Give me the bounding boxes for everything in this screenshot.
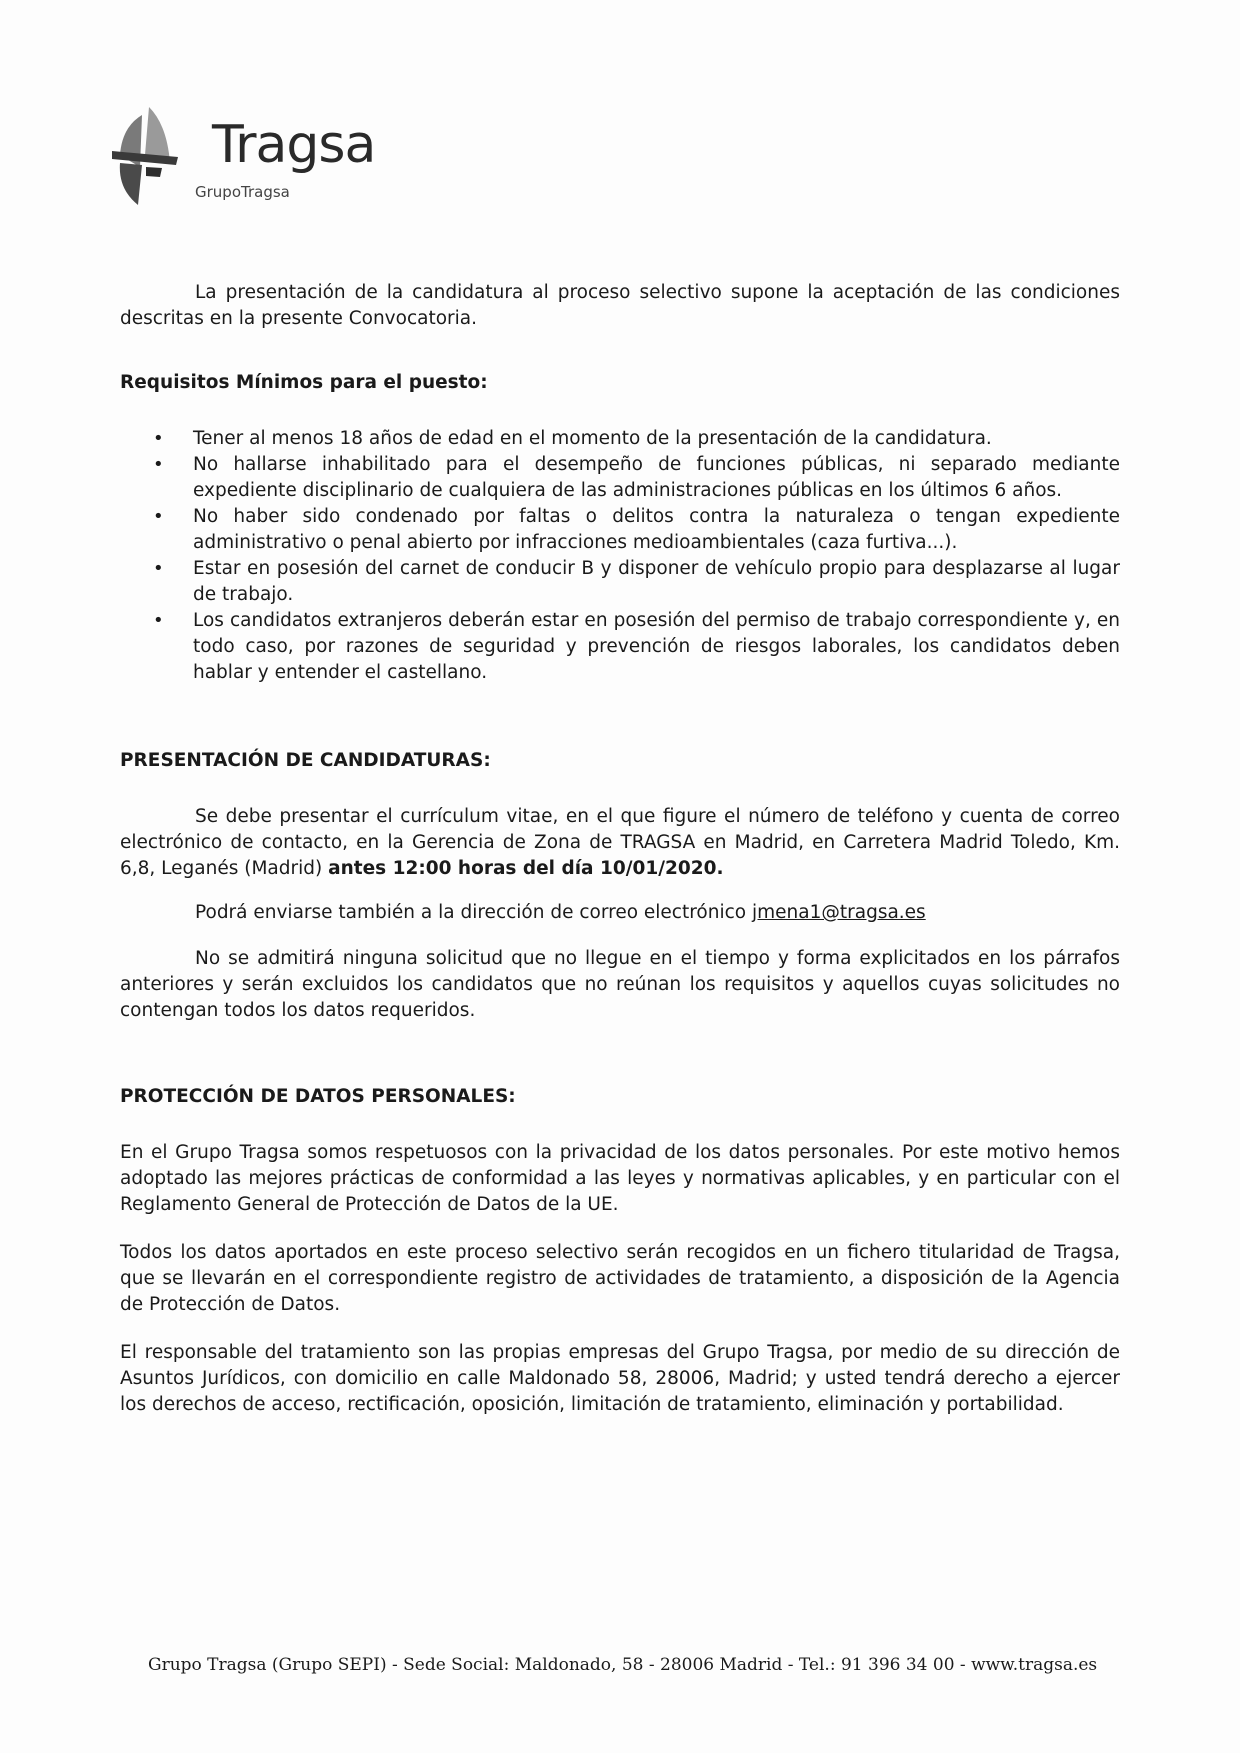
bullet-icon: • — [153, 558, 164, 579]
requirement-item: • Estar en posesión del carnet de conducir B y disponer de vehículo propio para desplazarse al lugar de trabajo. — [153, 558, 1120, 605]
exclusion-paragraph: No se admitirá ninguna solicitud que no llegue en el tiempo y forma explicitados en los párrafos anteriores y serán excluidos los candidatos que no reúnan los requisitos y aquellos cuyas solicitudes no contengan todos los datos requeridos. — [120, 948, 1120, 1021]
requirement-item: • No haber sido condenado por faltas o delitos contra la naturaleza o tengan expediente administrativo o penal abierto por infracciones medioambientales (caza furtiva...). — [153, 506, 1120, 553]
logo-wordmark: Tragsa — [212, 115, 376, 175]
requirements-list — [120, 426, 1120, 686]
logo-subtitle: GrupoTragsa — [195, 183, 290, 201]
email-paragraph: Podrá enviarse también a la dirección de correo electrónico jmena1@tragsa.es — [195, 902, 926, 923]
document-body — [120, 280, 1120, 1418]
privacy-paragraph-1: En el Grupo Tragsa somos respetuosos con la privacidad de los datos personales. Por este motivo hemos adoptado las mejores prácticas de conformidad a las leyes y normativas aplicables, y en particular con el Reglamento General de Protección de Datos de la UE. — [120, 1142, 1120, 1215]
privacy-heading: PROTECCIÓN DE DATOS PERSONALES: — [120, 1086, 516, 1107]
tragsa-logo — [112, 105, 376, 205]
bullet-icon: • — [153, 454, 164, 475]
website-link[interactable]: www.tragsa.es — [971, 1655, 1098, 1675]
requirement-item: • Tener al menos 18 años de edad en el momento de la presentación de la candidatura. — [120, 426, 1120, 452]
requirements-heading: Requisitos Mínimos para el puesto: — [120, 372, 488, 393]
bullet-icon: • — [153, 428, 164, 449]
bullet-icon: • — [153, 610, 164, 631]
requirement-item: • No hallarse inhabilitado para el desempeño de funciones públicas, ni separado mediante expediente disciplinario de cualquiera de las administraciones públicas en los últimos 6 años. — [153, 454, 1120, 501]
deadline-text: antes 12:00 horas del día 10/01/2020. — [328, 858, 724, 879]
footer-text: Grupo Tragsa (Grupo SEPI) - Sede Social: Maldonado, 58 - 28006 Madrid - Tel.: 91 396 34 00 - — [148, 1655, 972, 1675]
applications-heading: PRESENTACIÓN DE CANDIDATURAS: — [120, 750, 491, 771]
applications-paragraph: Se debe presentar el currículum vitae, en el que figure el número de teléfono y cuenta de correo electrónico de contacto, en la Gerencia de Zona de TRAGSA en Madrid, en Carretera Madrid Toledo, Km. 6,8, Leganés (Madrid) antes 12:00 horas del día 10/01/2020. — [120, 806, 1120, 879]
page-footer — [148, 1655, 1108, 1675]
bullet-icon: • — [153, 506, 164, 527]
tragsa-logo-icon — [112, 105, 192, 205]
requirement-item: • Los candidatos extranjeros deberán estar en posesión del permiso de trabajo correspondiente y, en todo caso, por razones de seguridad y prevención de riesgos laborales, los candidatos deben hablar y entender el castellano. — [153, 610, 1120, 683]
email-link[interactable]: jmena1@tragsa.es — [752, 902, 926, 923]
privacy-paragraph-2: Todos los datos aportados en este proceso selectivo serán recogidos en un fichero titularidad de Tragsa, que se llevarán en el correspondiente registro de actividades de tratamiento, a disposición de la Agencia de Protección de Datos. — [120, 1242, 1120, 1315]
privacy-paragraph-3: El responsable del tratamiento son las propias empresas del Grupo Tragsa, por medio de su dirección de Asuntos Jurídicos, con domicilio en calle Maldonado 58, 28006, Madrid; y usted tendrá derecho a ejercer los derechos de acceso, rectificación, oposición, limitación de tratamiento, eliminación y portabilidad. — [120, 1342, 1120, 1415]
intro-paragraph: La presentación de la candidatura al proceso selectivo supone la aceptación de las condiciones descritas en la presente Convocatoria. — [120, 282, 1120, 329]
